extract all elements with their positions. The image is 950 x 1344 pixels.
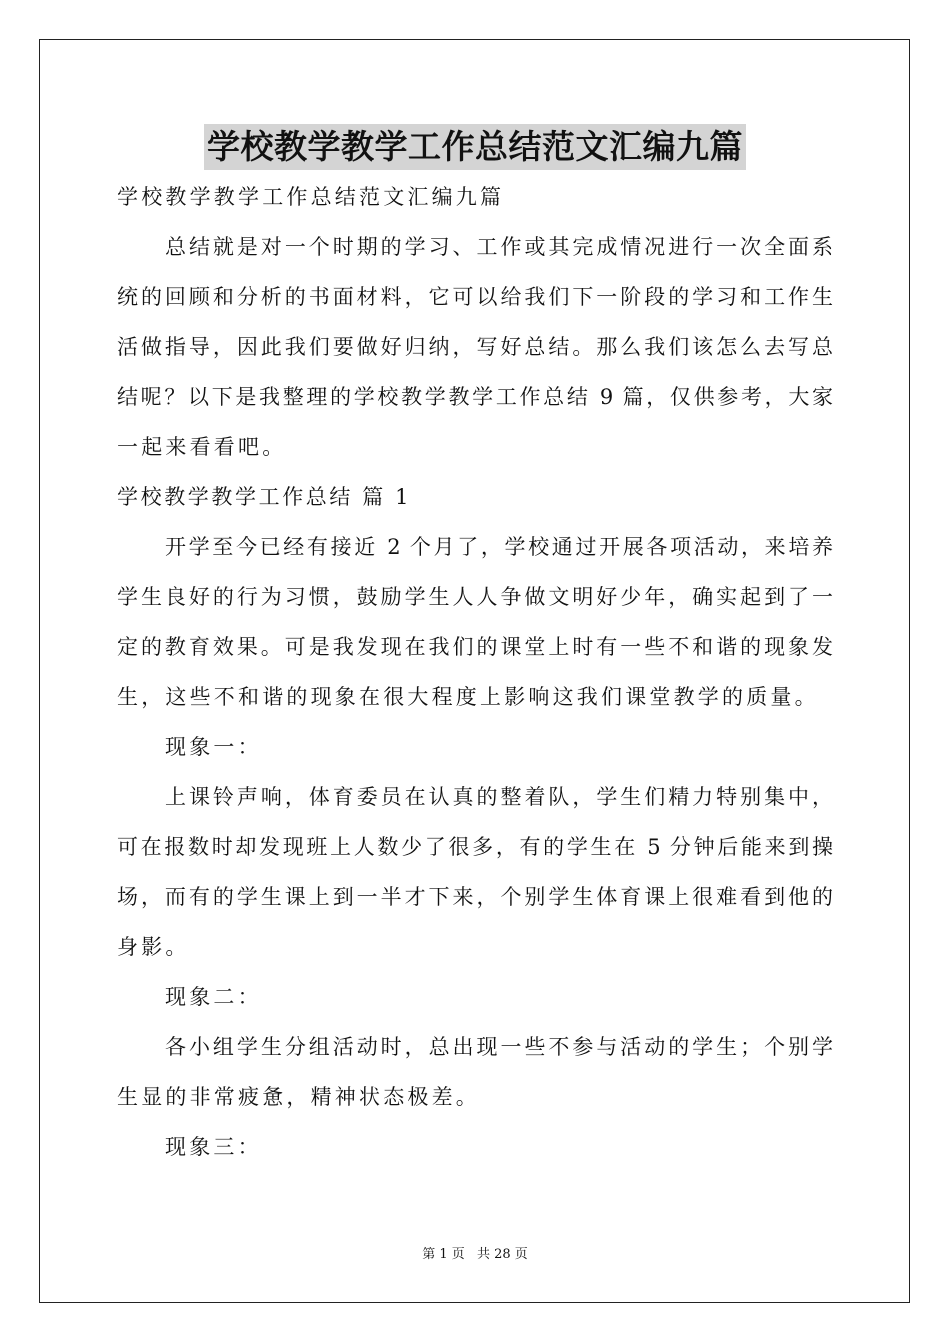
paragraph-line: 生显的非常疲惫，精神状态极差。 <box>117 1085 480 1109</box>
paragraph-line: 统的回顾和分析的书面材料，它可以给我们下一阶段的学习和工作生 <box>117 285 833 309</box>
paragraph-line: 身影。 <box>117 935 190 959</box>
phenomenon-label: 现象三： <box>165 1135 262 1159</box>
document-title: 学校教学教学工作总结范文汇编九篇 <box>204 124 746 170</box>
section-heading: 学校教学教学工作总结 篇 1 <box>117 485 412 509</box>
paragraph-line: 开学至今已经有接近 2 个月了，学校通过开展各项活动，来培养 <box>165 535 833 559</box>
phenomenon-label: 现象一： <box>165 735 262 759</box>
paragraph-line: 生，这些不和谐的现象在很大程度上影响这我们课堂教学的质量。 <box>117 685 819 709</box>
page-footer <box>0 1246 950 1264</box>
paragraph-line: 结呢？以下是我整理的学校教学教学工作总结 9 篇，仅供参考，大家 <box>117 385 833 409</box>
page-total: 共 28 页 <box>476 1247 528 1262</box>
paragraph-line: 定的教育效果。可是我发现在我们的课堂上时有一些不和谐的现象发 <box>117 635 833 659</box>
document-subtitle: 学校教学教学工作总结范文汇编九篇 <box>117 185 505 209</box>
paragraph-line: 场，而有的学生课上到一半才下来，个别学生体育课上很难看到他的 <box>117 885 833 909</box>
paragraph-line: 可在报数时却发现班上人数少了很多，有的学生在 5 分钟后能来到操 <box>117 835 833 859</box>
page-number: 第 1 页 <box>422 1247 465 1262</box>
title-wrap <box>0 124 950 170</box>
phenomenon-label: 现象二： <box>165 985 262 1009</box>
paragraph-line: 学生良好的行为习惯，鼓励学生人人争做文明好少年，确实起到了一 <box>117 585 833 609</box>
page-border <box>39 39 910 1303</box>
paragraph-line: 各小组学生分组活动时，总出现一些不参与活动的学生；个别学 <box>165 1035 833 1059</box>
paragraph-line: 一起来看看吧。 <box>117 435 287 459</box>
paragraph-line: 上课铃声响，体育委员在认真的整着队，学生们精力特别集中， <box>165 785 833 809</box>
paragraph-line: 总结就是对一个时期的学习、工作或其完成情况进行一次全面系 <box>165 235 833 259</box>
paragraph-line: 活做指导，因此我们要做好归纳，写好总结。那么我们该怎么去写总 <box>117 335 833 359</box>
